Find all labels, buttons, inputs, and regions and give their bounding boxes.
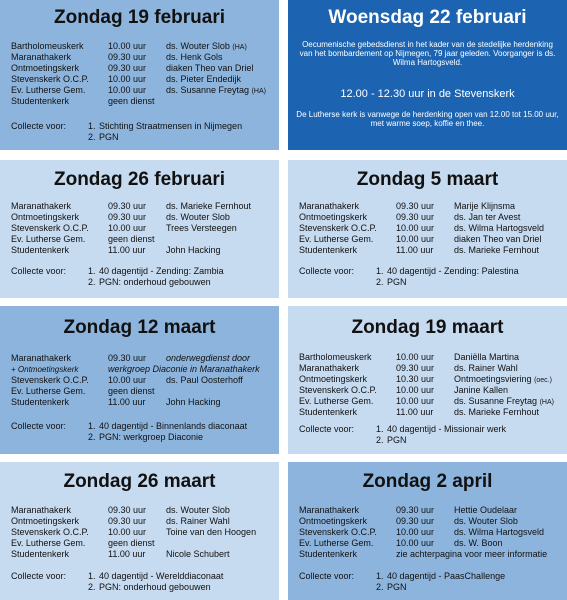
preacher: ds. Paul Oosterhoff bbox=[166, 375, 243, 385]
collecte-label: Collecte voor: bbox=[11, 266, 67, 276]
service-time: 10.00 uur bbox=[108, 41, 147, 51]
service-time: 09.30 uur bbox=[108, 516, 147, 526]
service-row bbox=[299, 212, 563, 223]
collecte-number: 2. bbox=[88, 582, 96, 592]
service-list bbox=[299, 201, 563, 256]
service-row bbox=[11, 353, 275, 364]
service-time: geen dienst bbox=[108, 538, 155, 548]
collecte-number: 1. bbox=[88, 571, 96, 581]
collecte-number: 2. bbox=[376, 582, 384, 592]
service-time: 10.00 uur bbox=[396, 385, 435, 395]
service-row bbox=[11, 223, 275, 234]
service-time: geen dienst bbox=[108, 96, 155, 106]
service-time: 10.00 uur bbox=[396, 527, 435, 537]
service-row bbox=[11, 516, 275, 527]
preacher: ds. Marieke Fernhout bbox=[166, 201, 252, 211]
church-name: Ev. Lutherse Gem. bbox=[299, 538, 374, 548]
event-description: Oecumenische gebedsdienst in het kader van de stedelijke herdenking van het bombardement op Nijmegen, 79 jaar geleden. Voorganger is ds. Wilma Hartogsveld. bbox=[299, 40, 556, 67]
service-list bbox=[299, 352, 563, 418]
service-row bbox=[11, 527, 275, 538]
service-row bbox=[11, 201, 275, 212]
service-row bbox=[299, 234, 563, 245]
service-time: 09.30 uur bbox=[396, 363, 435, 373]
church-name: Ontmoetingskerk bbox=[11, 516, 80, 526]
service-row bbox=[299, 352, 563, 363]
collecte-number: 1. bbox=[376, 571, 384, 581]
church-name: Bartholomeuskerk bbox=[11, 41, 84, 51]
event-note: De Lutherse kerk is vanwege de herdenking open van 12.00 tot 15.00 uur, met warme soep, koffie en thee. bbox=[296, 110, 559, 128]
collecte-label: Collecte voor: bbox=[299, 266, 355, 276]
collecte-number: 1. bbox=[376, 424, 384, 434]
church-name: Stevenskerk O.C.P. bbox=[299, 385, 377, 395]
collecte-list bbox=[11, 121, 275, 143]
card-zondag-19-maart bbox=[288, 306, 567, 454]
service-row bbox=[11, 96, 275, 107]
church-name: Studentenkerk bbox=[11, 397, 70, 407]
collecte-label: Collecte voor: bbox=[299, 571, 355, 581]
service-row bbox=[299, 201, 563, 212]
church-name: Maranathakerk bbox=[299, 363, 360, 373]
collecte-number: 1. bbox=[376, 266, 384, 276]
service-row bbox=[11, 234, 275, 245]
collecte-item: PGN bbox=[99, 132, 119, 142]
event-time: 12.00 - 12.30 uur in de Stevenskerk bbox=[340, 88, 515, 100]
service-row bbox=[11, 386, 275, 397]
service-list bbox=[11, 201, 275, 256]
service-time: 10.00 uur bbox=[396, 234, 435, 244]
service-row bbox=[11, 52, 275, 63]
preacher: Hettie Oudelaar bbox=[454, 505, 518, 515]
church-name: Studentenkerk bbox=[11, 245, 70, 255]
preacher: Daniëlla Martina bbox=[454, 352, 520, 362]
church-name: Studentenkerk bbox=[11, 549, 70, 559]
preacher: ds. Wouter Slob (HA) bbox=[166, 41, 247, 51]
church-name: Ev. Lutherse Gem. bbox=[11, 85, 86, 95]
church-name: Studentenkerk bbox=[299, 245, 358, 255]
preacher: ds. Susanne Freytag (HA) bbox=[454, 396, 554, 406]
card-zondag-26-februari bbox=[0, 160, 279, 298]
service-time: 09.30 uur bbox=[396, 516, 435, 526]
service-list bbox=[11, 505, 275, 560]
church-name: Studentenkerk bbox=[299, 407, 358, 417]
service-time: geen dienst bbox=[108, 234, 155, 244]
church-name: Bartholomeuskerk bbox=[299, 352, 372, 362]
service-time: 09.30 uur bbox=[108, 63, 147, 73]
service-time: 09.30 uur bbox=[108, 52, 147, 62]
church-name: Ev. Lutherse Gem. bbox=[11, 538, 86, 548]
card-zondag-2-april bbox=[288, 462, 567, 600]
preacher: diaken Theo van Driel bbox=[166, 63, 254, 73]
preacher: onderwegdienst door bbox=[166, 353, 251, 363]
service-row bbox=[11, 85, 275, 96]
preacher: ds. Susanne Freytag (HA) bbox=[166, 85, 266, 95]
preacher: ds. Wouter Slob bbox=[454, 516, 518, 526]
collecte-number: 2. bbox=[88, 432, 96, 442]
church-name: Ontmoetingskerk bbox=[299, 516, 368, 526]
church-name: Ontmoetingskerk bbox=[299, 374, 368, 384]
collecte-item: PGN bbox=[387, 435, 407, 445]
service-time: 10.00 uur bbox=[108, 527, 147, 537]
service-row bbox=[299, 223, 563, 234]
collecte-label: Collecte voor: bbox=[11, 421, 67, 431]
card-zondag-12-maart bbox=[0, 306, 279, 454]
preacher: John Hacking bbox=[166, 245, 221, 255]
service-row bbox=[299, 363, 563, 374]
card-title: Zondag 2 april bbox=[362, 471, 493, 492]
service-time: 11.00 uur bbox=[108, 549, 146, 559]
service-note: (HA) bbox=[232, 44, 247, 51]
collecte-item: 40 dagentijd - PaasChallenge bbox=[387, 571, 506, 581]
service-row bbox=[11, 538, 275, 549]
collecte-item: 40 dagentijd - Zending: Palestina bbox=[387, 266, 519, 276]
church-name: + Ontmoetingskerk bbox=[11, 365, 79, 374]
service-row bbox=[11, 549, 275, 560]
preacher: ds. Marieke Fernhout bbox=[454, 407, 540, 417]
preacher: ds. Wouter Slob bbox=[166, 212, 230, 222]
preacher: ds. Henk Gols bbox=[166, 52, 223, 62]
preacher: Marije Klijnsma bbox=[454, 201, 516, 211]
card-zondag-26-maart bbox=[0, 462, 279, 600]
church-name: Stevenskerk O.C.P. bbox=[11, 74, 89, 84]
preacher: ds. Rainer Wahl bbox=[454, 363, 518, 373]
service-time: 09.30 uur bbox=[396, 505, 435, 515]
preacher: ds. Wouter Slob bbox=[166, 505, 230, 515]
service-time: 10.00 uur bbox=[396, 223, 435, 233]
preacher: Trees Versteegen bbox=[166, 223, 237, 233]
collecte-item: PGN bbox=[387, 582, 407, 592]
preacher: ds. W. Boon bbox=[454, 538, 503, 548]
service-row bbox=[11, 41, 275, 52]
service-row bbox=[299, 374, 563, 385]
service-time: 09.30 uur bbox=[396, 212, 435, 222]
church-name: Stevenskerk O.C.P. bbox=[11, 527, 89, 537]
service-list bbox=[11, 353, 275, 408]
card-woensdag-22-februari bbox=[288, 0, 567, 150]
collecte-number: 2. bbox=[376, 435, 384, 445]
service-row bbox=[299, 538, 563, 549]
collecte-list bbox=[11, 571, 275, 593]
service-time: 10.30 uur bbox=[396, 374, 435, 384]
service-time: 10.00 uur bbox=[108, 74, 147, 84]
card-title: Zondag 26 maart bbox=[63, 471, 216, 492]
service-row bbox=[299, 505, 563, 516]
service-time: 10.00 uur bbox=[396, 396, 435, 406]
church-name: Maranathakerk bbox=[11, 353, 72, 363]
preacher: Ontmoetingsviering (oec.) bbox=[454, 374, 552, 384]
church-name: Maranathakerk bbox=[11, 505, 72, 515]
service-time: 11.00 uur bbox=[396, 245, 434, 255]
collecte-item: PGN: werkgroep Diaconie bbox=[99, 432, 204, 442]
church-name: Studentenkerk bbox=[11, 96, 70, 106]
preacher: Nicole Schubert bbox=[166, 549, 230, 559]
card-title: Zondag 19 maart bbox=[351, 317, 504, 338]
collecte-item: 40 dagentijd - Zending: Zambia bbox=[99, 266, 224, 276]
service-time: 11.00 uur bbox=[108, 245, 146, 255]
collecte-item: 40 dagentijd - Binnenlands diaconaat bbox=[99, 421, 248, 431]
card-title: Zondag 5 maart bbox=[356, 169, 499, 190]
collecte-item: PGN: onderhoud gebouwen bbox=[99, 582, 211, 592]
church-name: Maranathakerk bbox=[11, 52, 72, 62]
service-time: 11.00 uur bbox=[396, 407, 434, 417]
collecte-number: 2. bbox=[376, 277, 384, 287]
collecte-item: 40 dagentijd - Missionair werk bbox=[387, 424, 507, 434]
service-row bbox=[11, 375, 275, 386]
service-row bbox=[299, 527, 563, 538]
service-list bbox=[299, 505, 563, 560]
church-name: Ontmoetingskerk bbox=[11, 212, 80, 222]
service-row bbox=[299, 549, 563, 560]
service-time: 10.00 uur bbox=[108, 223, 147, 233]
collecte-list bbox=[299, 571, 563, 593]
church-name: Stevenskerk O.C.P. bbox=[299, 223, 377, 233]
service-time: 09.30 uur bbox=[108, 201, 147, 211]
card-title: Zondag 12 maart bbox=[63, 317, 216, 338]
preacher: John Hacking bbox=[166, 397, 221, 407]
preacher: Toine van den Hoogen bbox=[166, 527, 257, 537]
service-note: (HA) bbox=[251, 88, 266, 95]
church-name: Stevenskerk O.C.P. bbox=[299, 527, 377, 537]
service-time: 10.00 uur bbox=[396, 352, 435, 362]
collecte-number: 1. bbox=[88, 121, 96, 131]
church-name: Ev. Lutherse Gem. bbox=[299, 234, 374, 244]
preacher: ds. Wilma Hartogsveld bbox=[454, 223, 545, 233]
collecte-list bbox=[11, 266, 275, 288]
service-row bbox=[11, 364, 275, 375]
collecte-list bbox=[299, 266, 563, 288]
collecte-list bbox=[11, 421, 275, 443]
service-row bbox=[11, 212, 275, 223]
service-time: 11.00 uur bbox=[108, 397, 146, 407]
service-row bbox=[299, 396, 563, 407]
service-note: (oec.) bbox=[534, 377, 552, 384]
service-time: 10.00 uur bbox=[396, 538, 435, 548]
church-name: Ontmoetingskerk bbox=[11, 63, 80, 73]
service-time: 09.30 uur bbox=[108, 505, 147, 515]
collecte-label: Collecte voor: bbox=[299, 424, 355, 434]
service-row bbox=[11, 63, 275, 74]
collecte-number: 1. bbox=[88, 266, 96, 276]
card-title: Woensdag 22 februari bbox=[328, 7, 527, 28]
service-note: (HA) bbox=[539, 399, 554, 406]
preacher: diaken Theo van Driel bbox=[454, 234, 542, 244]
service-row bbox=[11, 74, 275, 85]
service-row bbox=[11, 245, 275, 256]
preacher: Janine Kallen bbox=[454, 385, 509, 395]
card-title: Zondag 26 februari bbox=[53, 169, 226, 190]
church-name: Ontmoetingskerk bbox=[299, 212, 368, 222]
church-name: Maranathakerk bbox=[299, 505, 360, 515]
card-zondag-19-februari bbox=[0, 0, 279, 150]
church-name: Studentenkerk bbox=[299, 549, 358, 559]
service-time: geen dienst bbox=[108, 386, 155, 396]
preacher: ds. Pieter Endedijk bbox=[166, 74, 242, 84]
service-list bbox=[11, 41, 275, 107]
service-row bbox=[11, 397, 275, 408]
collecte-item: 40 dagentijd - Werelddiaconaat bbox=[99, 571, 224, 581]
service-row bbox=[299, 516, 563, 527]
service-row bbox=[299, 245, 563, 256]
service-time: 09.30 uur bbox=[108, 353, 147, 363]
church-name: Stevenskerk O.C.P. bbox=[11, 223, 89, 233]
service-time: 09.30 uur bbox=[108, 212, 147, 222]
more-info-note: zie achterpagina voor meer informatie bbox=[396, 549, 548, 559]
church-name: Ev. Lutherse Gem. bbox=[11, 386, 86, 396]
collecte-item: PGN bbox=[387, 277, 407, 287]
preacher: werkgroep Diaconie in Maranathakerk bbox=[108, 364, 260, 374]
service-time: 10.00 uur bbox=[108, 85, 147, 95]
service-row bbox=[299, 407, 563, 418]
card-zondag-5-maart bbox=[288, 160, 567, 298]
collecte-label: Collecte voor: bbox=[11, 571, 67, 581]
church-name: Maranathakerk bbox=[11, 201, 72, 211]
preacher: ds. Jan ter Avest bbox=[454, 212, 521, 222]
collecte-number: 2. bbox=[88, 132, 96, 142]
service-row bbox=[299, 385, 563, 396]
collecte-list bbox=[299, 424, 563, 446]
collecte-item: PGN: onderhoud gebouwen bbox=[99, 277, 211, 287]
service-time: 10.00 uur bbox=[108, 375, 147, 385]
preacher: ds. Marieke Fernhout bbox=[454, 245, 540, 255]
card-title: Zondag 19 februari bbox=[53, 7, 226, 28]
church-name: Stevenskerk O.C.P. bbox=[11, 375, 89, 385]
collecte-label: Collecte voor: bbox=[11, 121, 67, 131]
service-row bbox=[11, 505, 275, 516]
collecte-item: Stichting Straatmensen in Nijmegen bbox=[99, 121, 243, 131]
preacher: ds. Wilma Hartogsveld bbox=[454, 527, 545, 537]
church-name: Ev. Lutherse Gem. bbox=[11, 234, 86, 244]
church-name: Maranathakerk bbox=[299, 201, 360, 211]
collecte-number: 2. bbox=[88, 277, 96, 287]
service-time: 09.30 uur bbox=[396, 201, 435, 211]
church-name: Ev. Lutherse Gem. bbox=[299, 396, 374, 406]
preacher: ds. Rainer Wahl bbox=[166, 516, 230, 526]
collecte-number: 1. bbox=[88, 421, 96, 431]
